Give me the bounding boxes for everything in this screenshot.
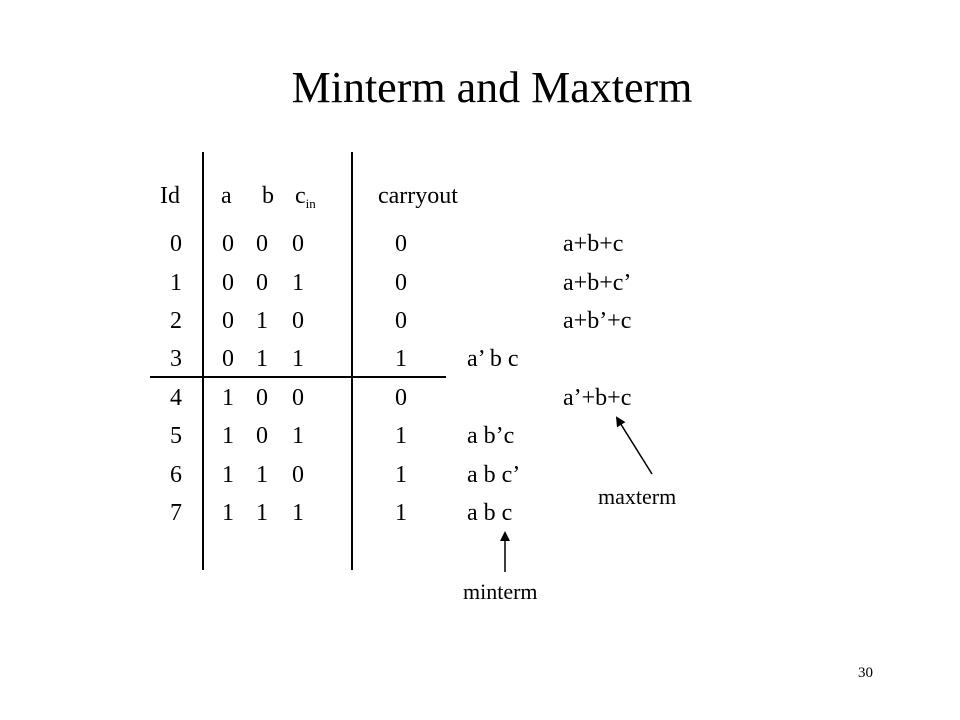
cell-carryout: 0	[395, 231, 407, 257]
maxterm-label: maxterm	[598, 484, 677, 509]
minterm-label: minterm	[463, 579, 538, 604]
cell-a: 1	[222, 500, 234, 526]
cell-id: 4	[170, 385, 182, 411]
maxterm-arrow	[617, 418, 652, 474]
cell-b: 1	[256, 462, 268, 488]
cell-id: 3	[170, 346, 182, 372]
cell-b: 0	[256, 270, 268, 296]
cell-b: 0	[256, 385, 268, 411]
cell-carryout: 0	[395, 270, 407, 296]
cell-minterm: a’ b c	[467, 346, 519, 372]
cell-maxterm: a+b+c’	[563, 270, 632, 296]
cell-id: 0	[170, 231, 182, 257]
cell-c: 0	[292, 462, 304, 488]
cell-a: 0	[222, 231, 234, 257]
cell-a: 0	[222, 308, 234, 334]
header-c-subscript: in	[305, 196, 316, 211]
header-carryout: carryout	[378, 183, 458, 209]
cell-c: 1	[292, 270, 304, 296]
cell-carryout: 1	[395, 346, 407, 372]
header-c: c	[295, 183, 306, 209]
cell-carryout: 1	[395, 462, 407, 488]
cell-id: 1	[170, 270, 182, 296]
cell-carryout: 0	[395, 385, 407, 411]
cell-carryout: 1	[395, 500, 407, 526]
header-a: a	[221, 183, 232, 209]
cell-carryout: 1	[395, 423, 407, 449]
cell-maxterm: a’+b+c	[563, 385, 632, 411]
cell-b: 1	[256, 346, 268, 372]
cell-minterm: a b c	[467, 500, 513, 526]
cell-c: 1	[292, 423, 304, 449]
cell-c: 0	[292, 231, 304, 257]
header-b: b	[262, 183, 274, 209]
slide-title: Minterm and Maxterm	[291, 63, 693, 112]
cell-b: 0	[256, 231, 268, 257]
cell-carryout: 0	[395, 308, 407, 334]
cell-a: 0	[222, 346, 234, 372]
cell-a: 0	[222, 270, 234, 296]
cell-maxterm: a+b’+c	[563, 308, 632, 334]
cell-b: 1	[256, 500, 268, 526]
cell-id: 6	[170, 462, 182, 488]
header-id: Id	[160, 183, 180, 209]
cell-c: 0	[292, 308, 304, 334]
cell-b: 0	[256, 423, 268, 449]
cell-a: 1	[222, 423, 234, 449]
cell-c: 0	[292, 385, 304, 411]
cell-maxterm: a+b+c	[563, 231, 624, 257]
cell-a: 1	[222, 462, 234, 488]
cell-id: 2	[170, 308, 182, 334]
cell-minterm: a b c’	[467, 462, 521, 488]
cell-c: 1	[292, 500, 304, 526]
cell-b: 1	[256, 308, 268, 334]
page-number: 30	[858, 665, 873, 681]
cell-id: 5	[170, 423, 182, 449]
cell-a: 1	[222, 385, 234, 411]
cell-minterm: a b’c	[467, 423, 515, 449]
cell-c: 1	[292, 346, 304, 372]
cell-id: 7	[170, 500, 182, 526]
